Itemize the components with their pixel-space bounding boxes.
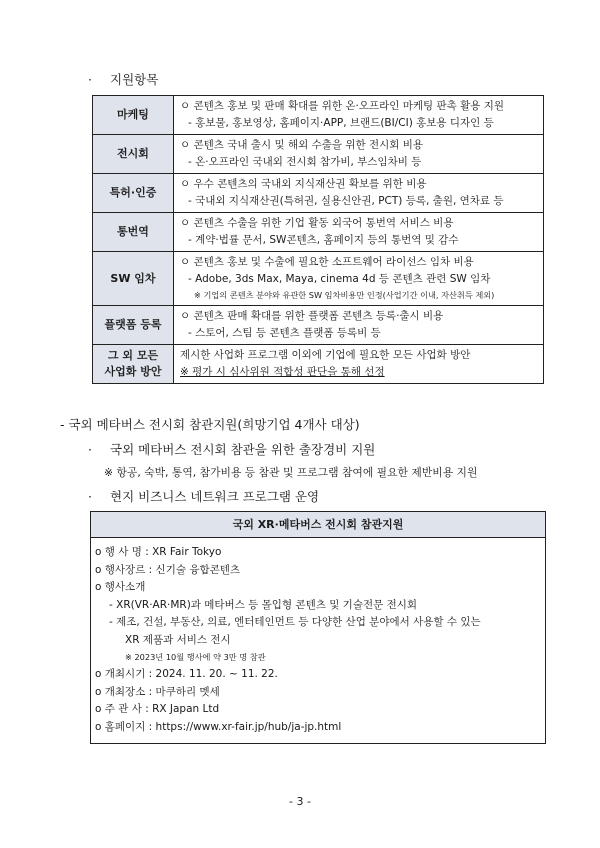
support-row-line: - 온·오프라인 국내외 전시회 참가비, 부스임차비 등 [188, 156, 422, 168]
support-row-line: - 홍보물, 홍보영상, 홈페이지·APP, 브랜드(BI/CI) 홍보용 디자인 등 [188, 117, 494, 129]
support-row-line: - Adobe, 3ds Max, Maya, cinema 4d 등 콘텐츠 관련 SW 임차 [188, 273, 491, 285]
support-row [93, 252, 544, 306]
support-row-label: 통번역 [93, 213, 174, 252]
support-row-label: 마케팅 [93, 96, 174, 135]
support-row-label: 특허·인증 [93, 174, 174, 213]
exhibition-box-title: 국외 XR·메타버스 전시회 참관지원 [91, 512, 545, 538]
support-row-desc [174, 96, 544, 135]
support-row [93, 345, 544, 384]
support-row-label-line: 그 외 모든 [107, 349, 159, 362]
exhibition-box-line: o 개최시기 : 2024. 11. 20. ~ 11. 22. [95, 668, 278, 680]
support-row [93, 174, 544, 213]
overseas-heading: - 국외 메타버스 전시회 참관지원(희망기업 4개사 대상) [60, 417, 360, 432]
support-row-line: ㅇ 콘텐츠 수출을 위한 기업 활동 외국어 통번역 서비스 비용 [180, 217, 454, 229]
support-row-desc [174, 174, 544, 213]
support-row-line: - 스토어, 스팀 등 콘텐츠 플랫폼 등록비 등 [188, 327, 381, 339]
exhibition-box-line: o 행사장르 : 신기술 융합콘텐츠 [95, 563, 241, 576]
support-row-label: SW 임차 [93, 252, 174, 306]
support-row-line: - 국내외 지식재산권(특허권, 실용신안권, PCT) 등록, 출원, 연차료 등 [188, 195, 504, 207]
section-title: 지원항목 [110, 72, 159, 87]
overseas-bullet-1-text: 국외 메타버스 전시회 참관을 위한 출장경비 지원 [110, 442, 376, 457]
bullet-dot: · [88, 72, 92, 87]
support-row-label: 전시회 [93, 135, 174, 174]
support-row-line: - 계약·법률 문서, SW콘텐츠, 홈페이지 등의 통번역 및 감수 [188, 234, 459, 246]
support-row-line: ㅇ 콘텐츠 홍보 및 수출에 필요한 소프트웨어 라이선스 임차 비용 [180, 256, 474, 268]
exhibition-box-line: o 개최장소 : 마쿠하리 멧세 [95, 685, 220, 698]
support-row-label-line: 사업화 방안 [104, 365, 162, 378]
overseas-note-1: ※ 항공, 숙박, 통역, 참가비용 등 참관 및 프로그램 참여에 필요한 제반비용 지원 [104, 466, 478, 479]
support-items-table [92, 95, 544, 384]
exhibition-box-line: o 주 관 사 : RX Japan Ltd [95, 703, 220, 715]
exhibition-info-box [90, 511, 546, 744]
overseas-bullet-2-text: 현지 비즈니스 네트워크 프로그램 운영 [110, 489, 320, 504]
exhibition-box-line: - XR(VR·AR·MR)과 메타버스 등 몰입형 콘텐츠 및 기술전문 전시회 [109, 598, 418, 611]
support-row-label [93, 345, 174, 384]
exhibition-box-line: o 홈페이지 : https://www.xr-fair.jp/hub/ja-jp.html [95, 720, 342, 733]
support-row-label: 플랫폼 등록 [93, 306, 174, 345]
overseas-bullet-1 [88, 440, 375, 458]
support-row-line [180, 364, 539, 381]
exhibition-box-line: ※ 2023년 10월 행사에 약 3만 명 참관 [125, 652, 266, 662]
bullet-dot: · [88, 489, 92, 504]
page-number: - 3 - [289, 795, 311, 808]
exhibition-box-line: o 행 사 명 : XR Fair Tokyo [95, 546, 222, 558]
support-row [93, 96, 544, 135]
support-row-desc [174, 135, 544, 174]
support-row-desc [174, 345, 544, 384]
support-row-line: ㅇ 우수 콘텐츠의 국내외 지식재산권 확보를 위한 비용 [180, 178, 427, 190]
support-row-underlined-note: ※ 평가 시 심사위원 적합성 판단을 통해 선정 [180, 366, 385, 378]
support-row-line: ㅇ 콘텐츠 홍보 및 판매 확대를 위한 온·오프라인 마케팅 판촉 활용 지원 [180, 100, 505, 112]
support-row [93, 135, 544, 174]
support-row-note: ※ 기업의 콘텐츠 분야와 유관한 SW 임차비용만 인정(사업기간 이내, 자산취득 제외) [194, 290, 495, 300]
exhibition-box-line: - 제조, 건설, 부동산, 의료, 엔터테인먼트 등 다양한 산업 분야에서 사용할 수 있는 [109, 616, 481, 628]
support-row-desc [174, 252, 544, 306]
support-row-line: ㅇ 콘텐츠 판매 확대를 위한 플랫폼 콘텐츠 등록·출시 비용 [180, 310, 444, 322]
support-row [93, 213, 544, 252]
section-heading [88, 70, 158, 88]
support-row-line: 제시한 사업화 프로그램 이외에 기업에 필요한 모든 사업화 방안 [180, 349, 471, 361]
exhibition-box-body [91, 538, 545, 736]
support-row-line: ㅇ 콘텐츠 국내 출시 및 해외 수출을 위한 전시회 비용 [180, 139, 424, 151]
support-row-desc [174, 306, 544, 345]
exhibition-box-line: o 행사소개 [95, 581, 146, 593]
exhibition-box-line: XR 제품과 서비스 전시 [125, 633, 231, 646]
bullet-dot: · [88, 442, 92, 457]
overseas-bullet-2 [88, 487, 319, 505]
support-row-desc [174, 213, 544, 252]
support-row [93, 306, 544, 345]
